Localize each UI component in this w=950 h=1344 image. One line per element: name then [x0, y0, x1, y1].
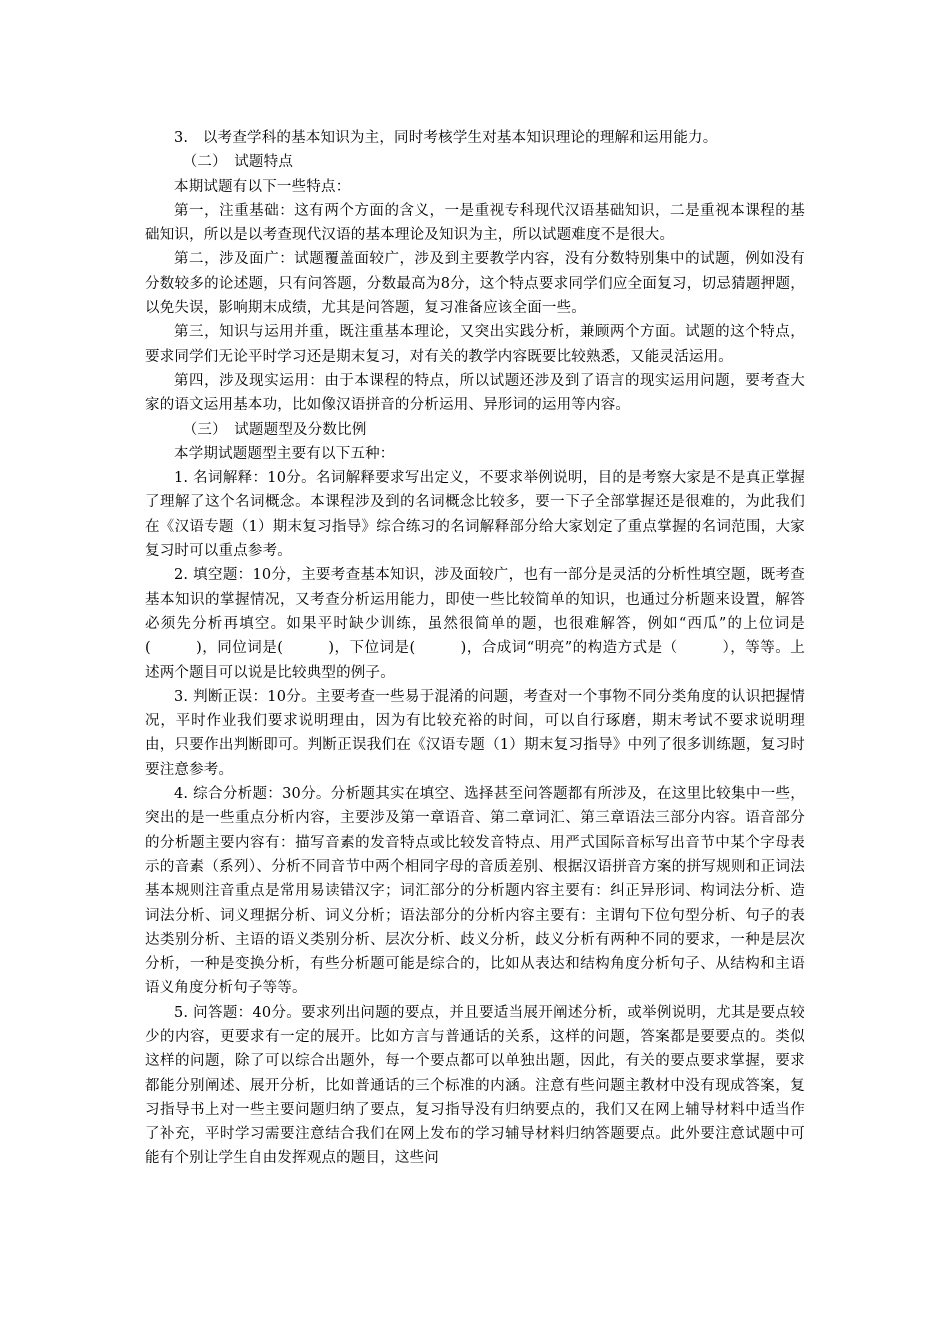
document-body — [145, 126, 805, 1171]
paragraph-feature-2: 第二，涉及面广：试题覆盖面较广，涉及到主要教学内容，没有分数特别集中的试题，例如没有分数较多的论述题，只有问答题，分数最高为8分，这个特点要求同学们应全面复习，切忌猜题押题，以免失误，影响期末成绩，尤其是问答题，复习准备应该全面一些。 — [145, 251, 805, 317]
paragraph-type-short-answer: 5. 问答题：40分。要求列出问题的要点，并且要适当展开阐述分析，或举例说明，尤其是要点较少的内容，更要求有一定的展开。比如方言与普通话的关系，这样的问题，答案都是要要点的。类似这样的问题，除了可以综合出题外，每一个要点都可以单独出题，因此，有关的要点要求掌握，要求都能分别阐述、展开分析，比如普通话的三个标准的内涵。注意有些问题主教材中没有现成答案，复习指导书上对一些主要问题归纳了要点，复习指导没有归纳要点的，我们又在网上辅导材料中适当作了补充，平时学习需要注意结合我们在网上发布的学习辅导材料归纳答题要点。此外要注意试题中可能有个别让学生自由发挥观点的题目，这些问 — [145, 1004, 805, 1167]
section-heading-question-types: （三） 试题题型及分数比例 — [182, 421, 367, 438]
section-heading-features: （二） 试题特点 — [182, 154, 294, 171]
paragraph-types-intro: 本学期试题题型主要有以下五种： — [174, 445, 395, 462]
paragraph-features-intro: 本期试题有以下一些特点： — [174, 178, 351, 195]
paragraph-type-term-definition: 1. 名词解释：10分。名词解释要求写出定义，不要求举例说明，目的是考察大家是不是真正掌握了理解了这个名词概念。本课程涉及到的名词概念比较多，要一下子全部掌握还是很难的，为此我们在《汉语专题（1）期末复习指导》综合练习的名词解释部分给大家划定了重点掌握的名词范围，大家复习时可以重点参考。 — [145, 470, 805, 560]
paragraph-type-true-false: 3. 判断正误：10分。主要考查一些易于混淆的问题，考查对一个事物不同分类角度的认识把握情况，平时作业我们要求说明理由，因为有比较充裕的时间，可以自行琢磨，期末考试不要求说明理由，只要作出判断即可。判断正误我们在《汉语专题（1）期末复习指导》中列了很多训练题，复习时要注意参考。 — [145, 688, 805, 778]
paragraph-type-analysis: 4. 综合分析题：30分。分析题其实在填空、选择甚至问答题都有所涉及，在这里比较集中一些，突出的是一些重点分析内容，主要涉及第一章语音、第二章词汇、第三章语法三部分内容。语音部分的分析题主要内容有：描写音素的发音特点或比较发音特点、用严式国际音标写出音节中某个字母表示的音素（系列）、分析不同音节中两个相同字母的音质差别、根据汉语拼音方案的拼写规则和正词法基本规则注音重点是常用易读错汉字；词汇部分的分析题内容主要有：纠正异形词、构词法分析、造词法分析、词义理据分析、词义分析；语法部分的分析内容主要有：主谓句下位句型分析、句子的表达类别分析、主语的语义类别分析、层次分析、歧义分析，歧义分析有两种不同的要求，一种是层次分析，一种是变换分析，有些分析题可能是综合的，比如从表达和结构角度分析句子、从结构和主语语义角度分析句子等等。 — [145, 786, 805, 997]
paragraph-feature-3: 第三，知识与运用并重，既注重基本理论，又突出实践分析，兼顾两个方面。试题的这个特点，要求同学们无论平时学习还是期末复习，对有关的教学内容既要比较熟悉，又能灵活运用。 — [145, 324, 805, 365]
paragraph-type-fill-blank: 2. 填空题：10分，主要考查基本知识，涉及面较广，也有一部分是灵活的分析性填空题，既考查基本知识的掌握情况，又考查分析运用能力，即使一些比较简单的知识，也通过分析题来设置，解答必须先分析再填空。如果平时缺少训练，虽然很简单的题，也很难解答，例如“西瓜”的上位词是( )，同位词是( )，下位词是( )，合成词“明亮”的构造方式是（ ），等等。上述两个题目可以说是比较典型的例子。 — [145, 567, 805, 681]
paragraph-feature-1: 第一，注重基础：这有两个方面的含义，一是重视专科现代汉语基础知识，二是重视本课程的基础知识，所以是以考查现代汉语的基本理论及知识为主，所以试题难度不是很大。 — [145, 202, 805, 244]
paragraph-principle-3: 3. 以考查学科的基本知识为主，同时考核学生对基本知识理论的理解和运用能力。 — [174, 130, 718, 146]
paragraph-feature-4: 第四，涉及现实运用：由于本课程的特点，所以试题还涉及到了语言的现实运用问题，要考查大家的语文运用基本功，比如像汉语拼音的分析运用、异形词的运用等内容。 — [145, 372, 805, 414]
